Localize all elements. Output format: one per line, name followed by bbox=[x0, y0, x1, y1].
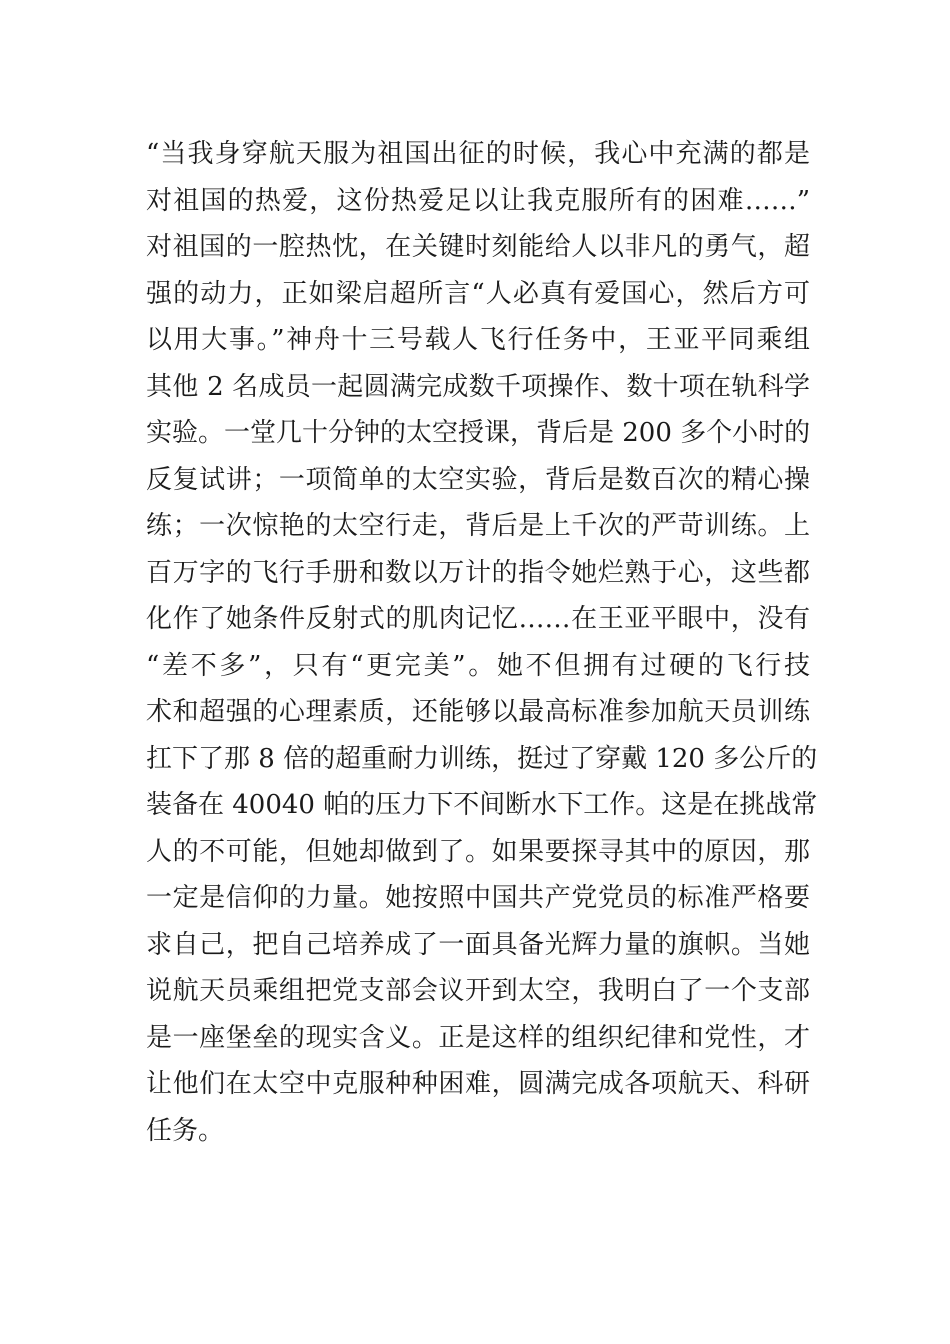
text-line: 其他 2 名成员一起圆满完成数千项操作、数十项在轨科学 bbox=[146, 371, 810, 402]
text-line: 任务。 bbox=[146, 1115, 225, 1146]
text-line: 装备在 40040 帕的压力下不间断水下工作。这是在挑战常 bbox=[146, 790, 818, 820]
text-line: 练；一次惊艳的太空行走，背后是上千次的严苛训练。上 bbox=[146, 511, 810, 541]
text-line: 是一座堡垒的现实含义。正是这样的组织纪律和党性，才 bbox=[146, 1022, 810, 1053]
text-line: 实验。一堂几十分钟的太空授课，背后是 200 多个小时的 bbox=[146, 418, 811, 448]
text-line: 说航天员乘组把党支部会议开到太空，我明白了一个支部 bbox=[146, 976, 810, 1006]
text-line: 人的不可能，但她却做到了。如果要探寻其中的原因，那 bbox=[146, 836, 810, 867]
text-line: 以用大事。”神舟十三号载人飞行任务中，王亚平同乘组 bbox=[146, 325, 810, 355]
text-line: “差不多”，只有“更完美”。她不但拥有过硬的飞行技 bbox=[146, 650, 810, 681]
text-line: 对祖国的热爱，这份热爱足以让我克服所有的困难……” bbox=[146, 185, 810, 216]
text-line: “当我身穿航天服为祖国出征的时候，我心中充满的都是 bbox=[146, 139, 810, 169]
text-line: 让他们在太空中克服种种困难，圆满完成各项航天、科研 bbox=[146, 1069, 810, 1099]
text-line: 百万字的飞行手册和数以万计的指令她烂熟于心，这些都 bbox=[146, 557, 810, 588]
text-line: 扛下了那 8 倍的超重耐力训练，挺过了穿戴 120 多公斤的 bbox=[146, 743, 818, 774]
body-paragraph bbox=[146, 131, 818, 1154]
text-line: 反复试讲；一项简单的太空实验，背后是数百次的精心操 bbox=[146, 464, 810, 495]
text-line: 求自己，把自己培养成了一面具备光辉力量的旗帜。当她 bbox=[146, 929, 810, 960]
text-line: 一定是信仰的力量。她按照中国共产党党员的标准严格要 bbox=[146, 883, 810, 913]
text-line: 对祖国的一腔热忱，在关键时刻能给人以非凡的勇气，超 bbox=[146, 232, 810, 262]
text-line: 强的动力，正如梁启超所言“人必真有爱国心，然后方可 bbox=[146, 278, 810, 309]
text-line: 化作了她条件反射式的肌肉记忆……在王亚平眼中，没有 bbox=[146, 604, 810, 634]
text-line: 术和超强的心理素质，还能够以最高标准参加航天员训练 bbox=[146, 697, 810, 727]
